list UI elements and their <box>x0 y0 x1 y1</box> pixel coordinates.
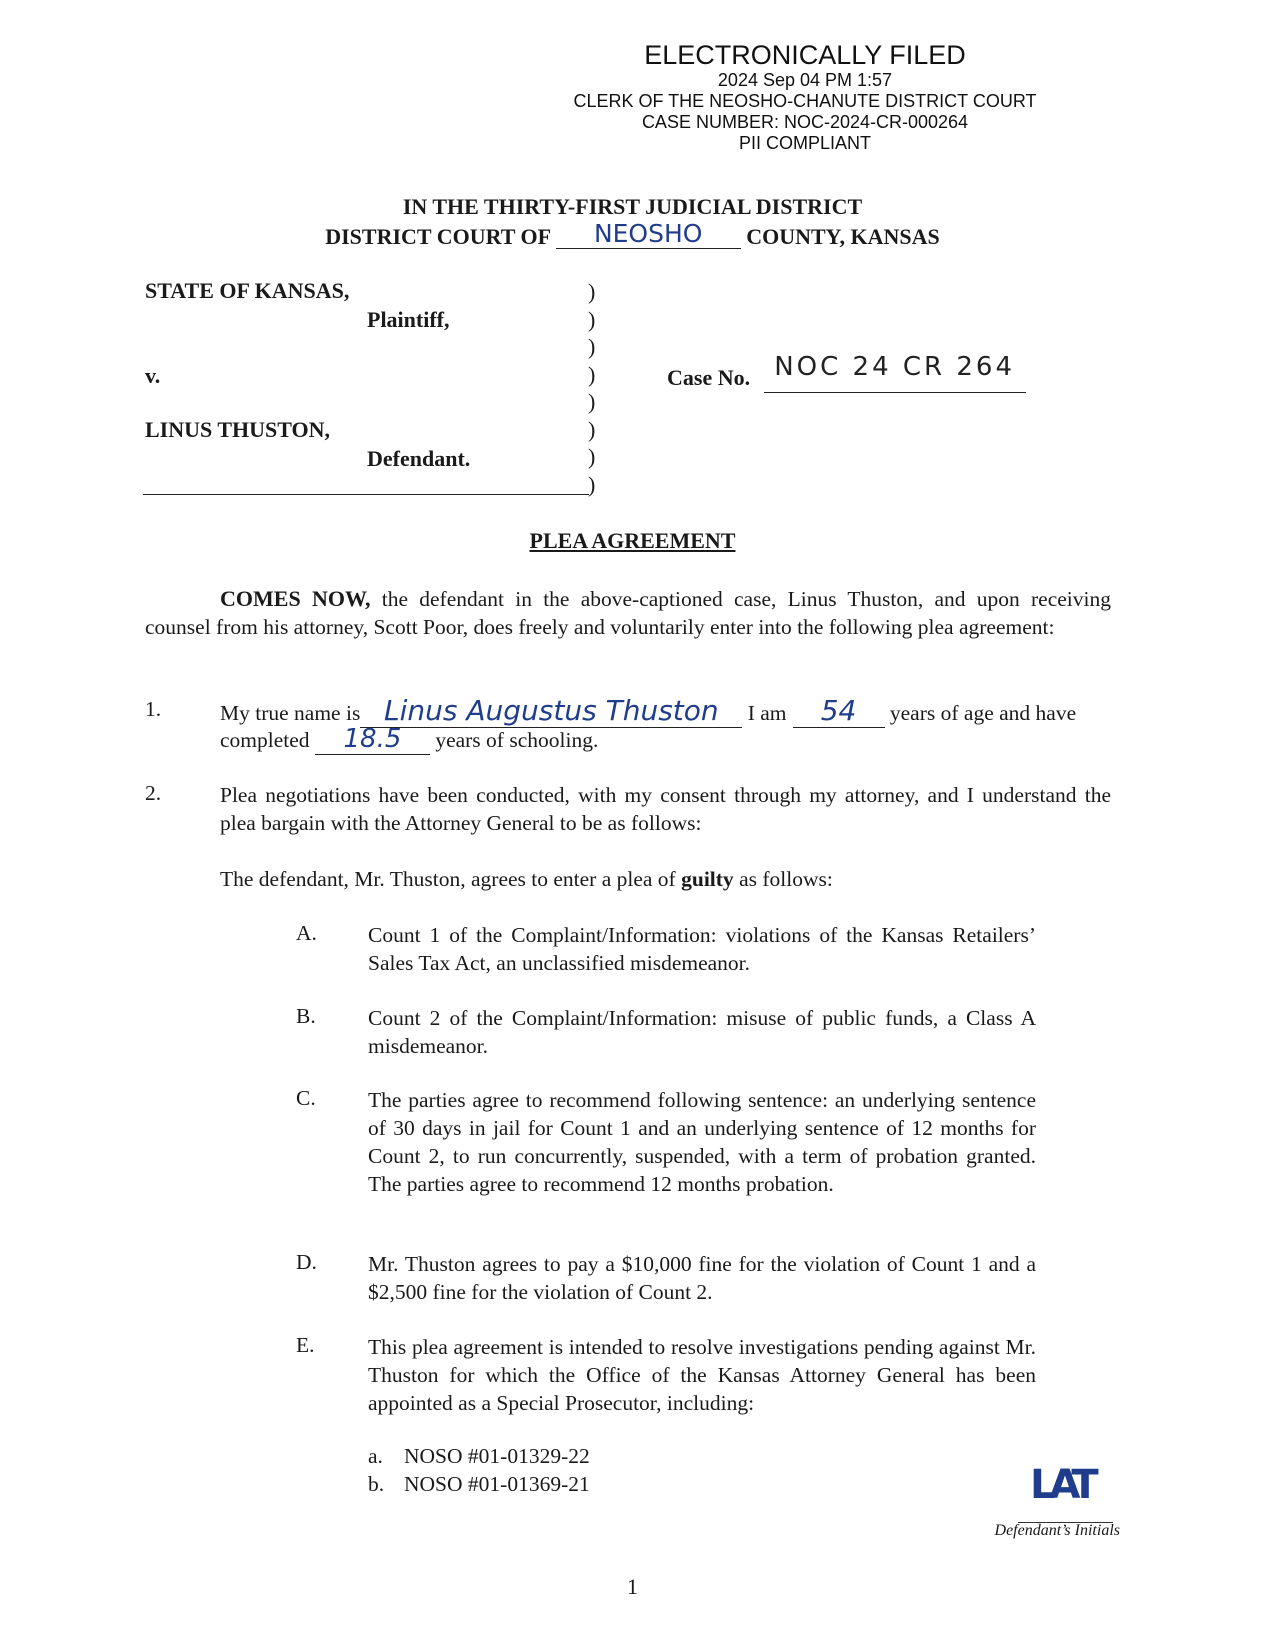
subitem-a-text: Count 1 of the Complaint/Information: violations of the Kansas Retailers’ Sales Tax Act, an unclassified misdemeanor. <box>368 923 1036 975</box>
plaintiff-role: Plaintiff, <box>367 307 450 332</box>
guilty-word: guilty <box>681 867 734 891</box>
stamp-case-number: CASE NUMBER: NOC-2024-CR-000264 <box>641 112 969 132</box>
schooling-blank <box>315 725 430 755</box>
stamp-clerk: CLERK OF THE NEOSHO-CHANUTE DISTRICT COURT <box>573 91 1037 111</box>
subitem-e-text: This plea agreement is intended to resolve investigations pending against Mr. Thuston for which the Office of the Kansas Attorney General has been appointed as a Special Prosecutor, including: <box>368 1335 1036 1415</box>
subitem-d-text: Mr. Thuston agrees to pay a $10,000 fine for the violation of Count 1 and a $2,500 fine for the violation of Count 2. <box>368 1252 1036 1304</box>
age-handwritten: 54 <box>820 694 857 727</box>
subitem-c-letter: C. <box>296 1086 316 1110</box>
initials-label: Defendant’s Initials <box>994 1522 1120 1539</box>
item1-text-b: I am <box>747 701 787 725</box>
versus: v. <box>145 363 161 388</box>
court-prefix: DISTRICT COURT OF <box>325 224 551 249</box>
stamp-datetime: 2024 Sep 04 PM 1:57 <box>717 70 893 90</box>
subitem-b-letter: B. <box>296 1004 316 1028</box>
item1-text-d: completed <box>220 728 310 752</box>
plaintiff-name: STATE OF KANSAS, <box>145 278 350 303</box>
initials-handwritten: LAT <box>1030 1462 1093 1508</box>
stamp-pii: PII COMPLIANT <box>738 133 872 153</box>
caption-parentheses: ) ) ) ) ) ) ) ) <box>588 279 596 497</box>
item1-text-c: years of age and have <box>889 701 1077 725</box>
item1-line2 <box>220 725 598 755</box>
item1-number: 1. <box>145 697 162 721</box>
item1-text-a: My true name is <box>220 701 361 725</box>
case-number-handwritten: NOC 24 CR 264 <box>774 352 1015 382</box>
court-heading-line2 <box>0 221 1265 251</box>
county-handwritten: NEOSHO <box>593 219 703 248</box>
electronic-filing-stamp <box>520 40 1090 154</box>
investigation-b-letter: b. <box>368 1472 385 1496</box>
stamp-title: ELECTRONICALLY FILED <box>644 40 966 70</box>
schooling-handwritten: 18.5 <box>343 724 402 754</box>
item1-text-e: years of schooling. <box>435 728 599 752</box>
investigation-b-text: NOSO #01-01369-21 <box>404 1472 590 1496</box>
defendant-role: Defendant. <box>367 446 471 471</box>
case-number-blank <box>764 352 1026 393</box>
page-number: 1 <box>627 1574 638 1599</box>
court-heading-line1: IN THE THIRTY-FIRST JUDICIAL DISTRICT <box>402 194 863 219</box>
age-blank <box>793 694 885 728</box>
subitem-b-text: Count 2 of the Complaint/Information: misuse of public funds, a Class A misdemeanor. <box>368 1006 1036 1058</box>
intro-text: the defendant in the above-captioned case, Linus Thuston, and upon receiving counsel from his attorney, Scott Poor, does freely and voluntarily enter into the following plea agreement: <box>145 587 1111 639</box>
guilty-suffix: as follows: <box>733 867 833 891</box>
investigation-a-text: NOSO #01-01329-22 <box>404 1444 590 1468</box>
investigation-a-letter: a. <box>368 1444 383 1468</box>
guilty-prefix: The defendant, Mr. Thuston, agrees to enter a plea of <box>220 867 682 891</box>
subitem-e-letter: E. <box>296 1333 315 1357</box>
court-suffix: COUNTY, KANSAS <box>746 224 940 249</box>
item2-text: Plea negotiations have been conducted, with my consent through my attorney, and I understand the plea bargain with the Attorney General to be as follows: <box>220 783 1111 835</box>
true-name-blank <box>360 694 742 728</box>
case-number-label: Case No. <box>667 365 751 390</box>
intro-lead: COMES NOW, <box>220 586 371 611</box>
case-number-field <box>667 352 1026 393</box>
document-title: PLEA AGREEMENT <box>529 528 736 553</box>
subitem-d-letter: D. <box>296 1250 317 1274</box>
county-blank <box>556 219 741 249</box>
defendant-name: LINUS THUSTON, <box>145 417 331 442</box>
intro-paragraph <box>145 585 1111 641</box>
caption-rule <box>143 494 589 495</box>
true-name-handwritten: Linus Augustus Thuston <box>384 694 719 727</box>
guilty-plea-line <box>220 865 833 893</box>
subitem-c-text: The parties agree to recommend following sentence: an underlying sentence of 30 days in jail for Count 1 and an underlying sentence of 12 months for Count 2, to run concurrently, suspended, with a term of probation granted. The parties agree to recommend 12 months probation. <box>368 1088 1036 1196</box>
item2-number: 2. <box>145 781 162 805</box>
subitem-a-letter: A. <box>296 921 317 945</box>
